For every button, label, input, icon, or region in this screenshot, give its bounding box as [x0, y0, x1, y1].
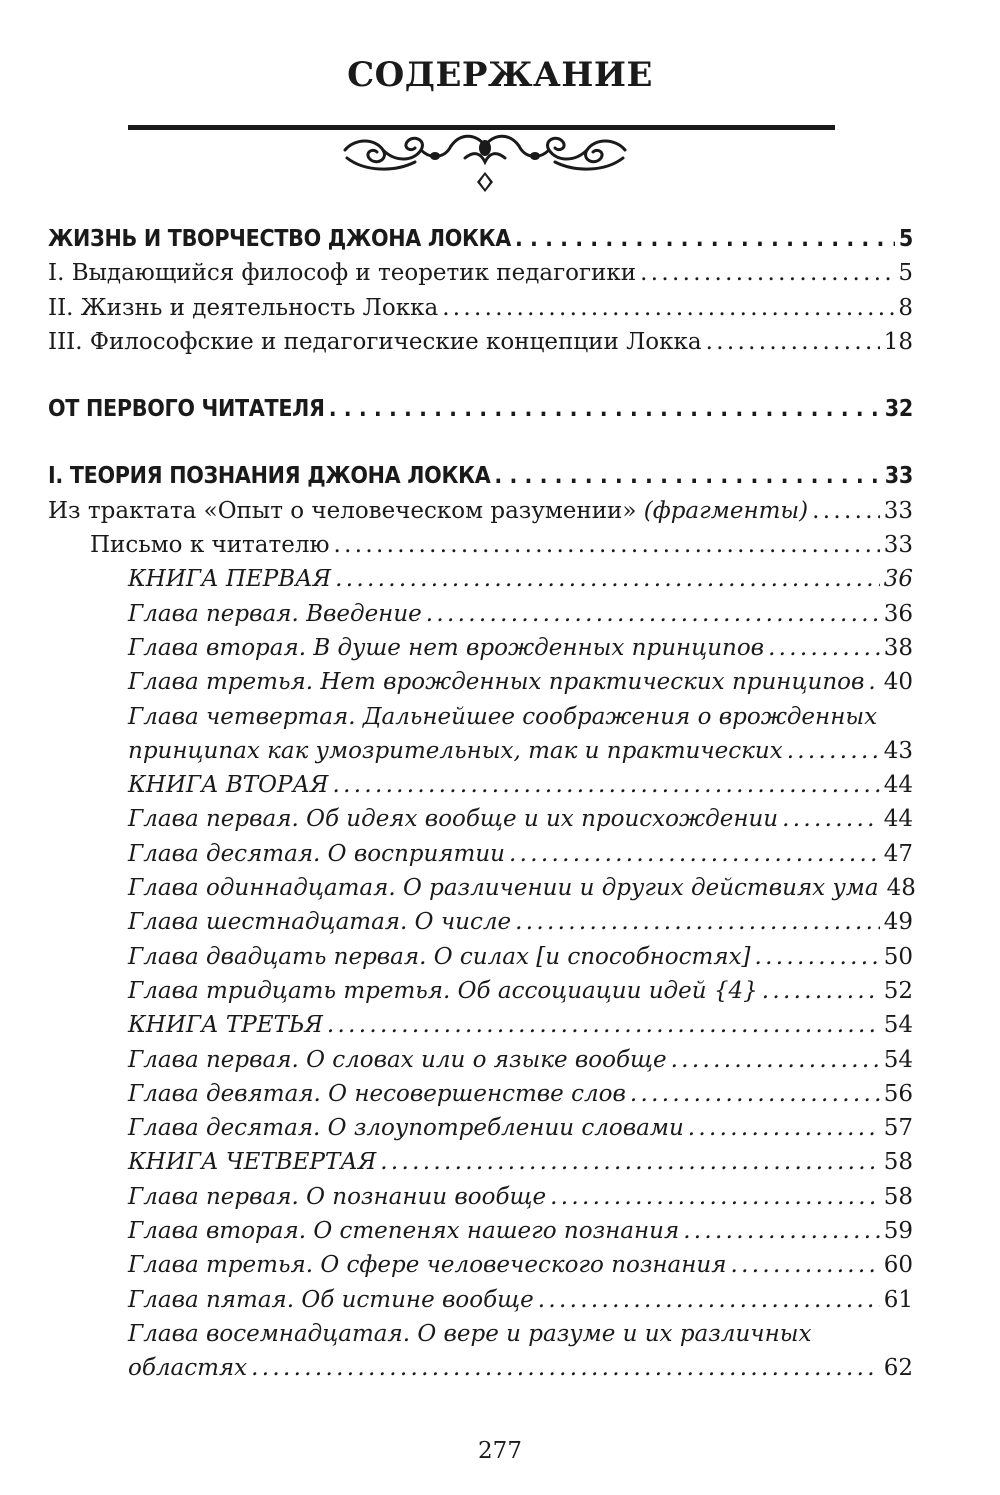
toc-entry-book4[interactable]: КНИГА ЧЕТВЕРТАЯ . . . 58 — [48, 1145, 913, 1179]
toc-entry-chapter[interactable]: Глава десятая. О восприятии . . . 47 — [48, 837, 913, 871]
toc-entry-book2[interactable]: КНИГА ВТОРАЯ . . . 44 — [48, 768, 913, 802]
toc-entry-chapter-line2[interactable]: принципах как умозрительных, так и практических . . . 43 — [48, 734, 913, 768]
toc-entry-part2[interactable]: ОТ ПЕРВОГО ЧИТАТЕЛЯ . . . 32 — [48, 392, 913, 426]
page-number: 277 — [478, 1438, 522, 1464]
toc-entry-chapter[interactable]: Глава двадцать первая. О силах [и способностях] . . . 50 — [48, 940, 913, 974]
toc-entry-chapter-line1[interactable]: Глава восемнадцатая. О вере и разуме и их различных — [128, 1320, 812, 1347]
toc-entry-letter[interactable]: Письмо к читателю . . . 33 — [48, 528, 913, 562]
toc-entry-chapter[interactable]: Глава шестнадцатая. О числе . . . 49 — [48, 905, 913, 939]
toc-entry-chapter[interactable]: Глава пятая. Об истине вообще . . . 61 — [48, 1283, 913, 1317]
toc-entry-chapter-line2[interactable]: областях . . . 62 — [48, 1351, 913, 1385]
toc-entry-chapter[interactable]: Глава вторая. В душе нет врожденных принципов . . . 38 — [48, 631, 913, 665]
toc-entry-chapter-line1[interactable]: Глава четвертая. Дальнейшее соображения о врожденных — [128, 703, 878, 730]
toc-entry-chapter[interactable]: Глава вторая. О степенях нашего познания . . . 59 — [48, 1214, 913, 1248]
toc-entry-chapter[interactable]: Глава одиннадцатая. О различении и других действиях ума 48 — [128, 875, 916, 902]
toc-entry-part3[interactable]: I. ТЕОРИЯ ПОЗНАНИЯ ДЖОНА ЛОККА . . . 33 — [48, 459, 913, 493]
toc-entry-chapter[interactable]: Глава третья. Нет врожденных практических принципов . . . 40 — [48, 665, 913, 699]
toc-entry-chapter[interactable]: Глава тридцать третья. Об ассоциации идей {4} . . . 52 — [48, 974, 913, 1008]
table-of-contents — [48, 222, 916, 1386]
toc-entry-chapter[interactable]: Глава первая. О словах или о языке вообще . . . 54 — [48, 1043, 913, 1077]
toc-entry[interactable]: II. Жизнь и деятельность Локка . . . 8 — [48, 291, 913, 325]
toc-entry-chapter[interactable]: Глава третья. О сфере человеческого познания . . . 60 — [48, 1248, 913, 1282]
toc-entry-chapter[interactable]: Глава первая. Введение . . . 36 — [48, 597, 913, 631]
toc-entry-chapter[interactable]: Глава девятая. О несовершенстве слов . . . 56 — [48, 1077, 913, 1111]
toc-entry-chapter[interactable]: Глава десятая. О злоупотреблении словами . . . 57 — [48, 1111, 913, 1145]
toc-entry-chapter[interactable]: Глава первая. О познании вообще . . . 58 — [48, 1180, 913, 1214]
toc-entry[interactable]: III. Философские и педагогические концепции Локка . . . 18 — [48, 325, 913, 359]
toc-entry-treatise[interactable]: Из трактата «Опыт о человеческом разумении» (фрагменты) . . . 33 — [48, 494, 913, 528]
toc-entry-part1[interactable]: ЖИЗНЬ И ТВОРЧЕСТВО ДЖОНА ЛОККА . . . 5 — [48, 222, 913, 256]
toc-entry-chapter[interactable]: Глава первая. Об идеях вообще и их происхождении . . . 44 — [48, 802, 913, 836]
toc-entry-book3[interactable]: КНИГА ТРЕТЬЯ . . . 54 — [48, 1008, 913, 1042]
toc-entry-book1[interactable]: КНИГА ПЕРВАЯ . . . 36 — [48, 562, 913, 596]
toc-entry[interactable]: I. Выдающийся философ и теоретик педагогики . . . 5 — [48, 256, 913, 290]
ornament-icon — [335, 128, 635, 196]
page-title: СОДЕРЖАНИЕ — [347, 55, 653, 95]
